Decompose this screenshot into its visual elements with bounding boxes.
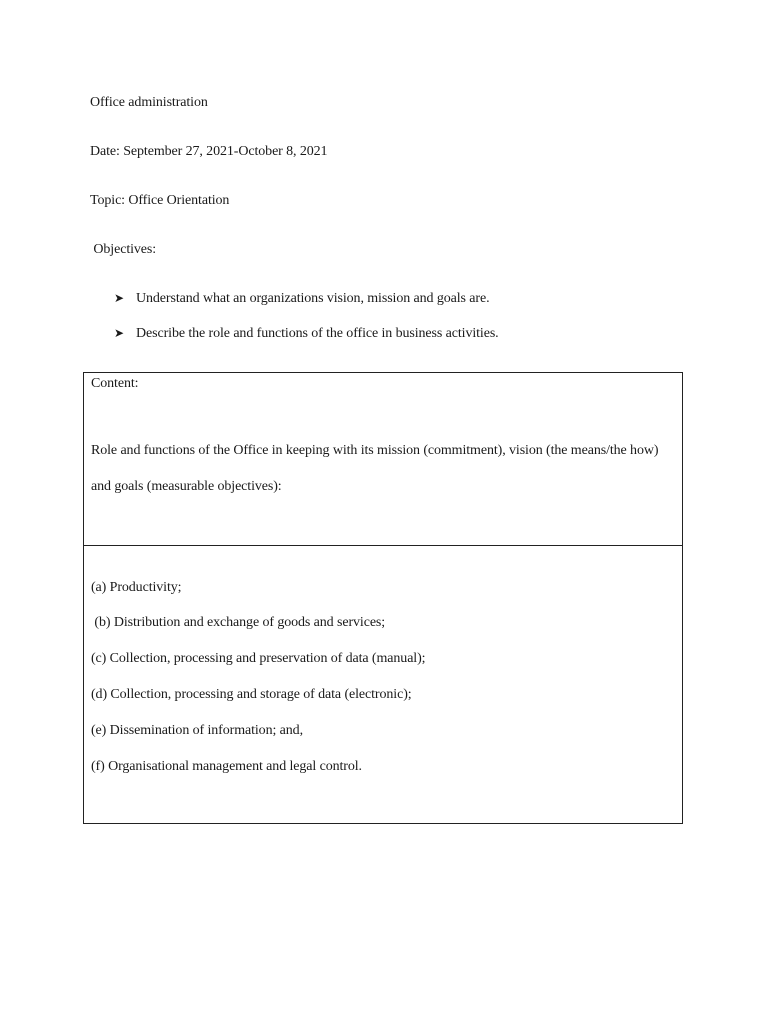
date-line: Date: September 27, 2021-October 8, 2021	[90, 144, 328, 159]
list-item: (f) Organisational management and legal control.	[91, 759, 362, 774]
objective-text: Describe the role and functions of the office in business activities.	[136, 326, 499, 341]
objectives-heading: Objectives:	[90, 242, 157, 257]
list-item: (c) Collection, processing and preservation of data (manual);	[91, 651, 426, 666]
course-title: Office administration	[90, 95, 208, 110]
objective-item	[114, 289, 489, 308]
objective-text: Understand what an organizations vision, mission and goals are.	[136, 291, 490, 306]
list-item: (e) Dissemination of information; and,	[91, 723, 303, 738]
content-intro: Role and functions of the Office in keeping with its mission (commitment), vision (the means/the how) and goals (measurable objectives):	[91, 443, 659, 494]
arrow-bullet-icon: ➤	[114, 326, 124, 340]
arrow-bullet-icon: ➤	[114, 291, 124, 305]
objective-item	[114, 324, 499, 343]
topic-line: Topic: Office Orientation	[90, 193, 230, 208]
content-heading: Content:	[91, 376, 139, 391]
list-item: (a) Productivity;	[91, 580, 182, 595]
list-item: (b) Distribution and exchange of goods and services;	[91, 615, 386, 630]
list-item: (d) Collection, processing and storage of data (electronic);	[91, 687, 412, 702]
table-row-divider	[84, 545, 682, 546]
content-table	[83, 372, 683, 824]
